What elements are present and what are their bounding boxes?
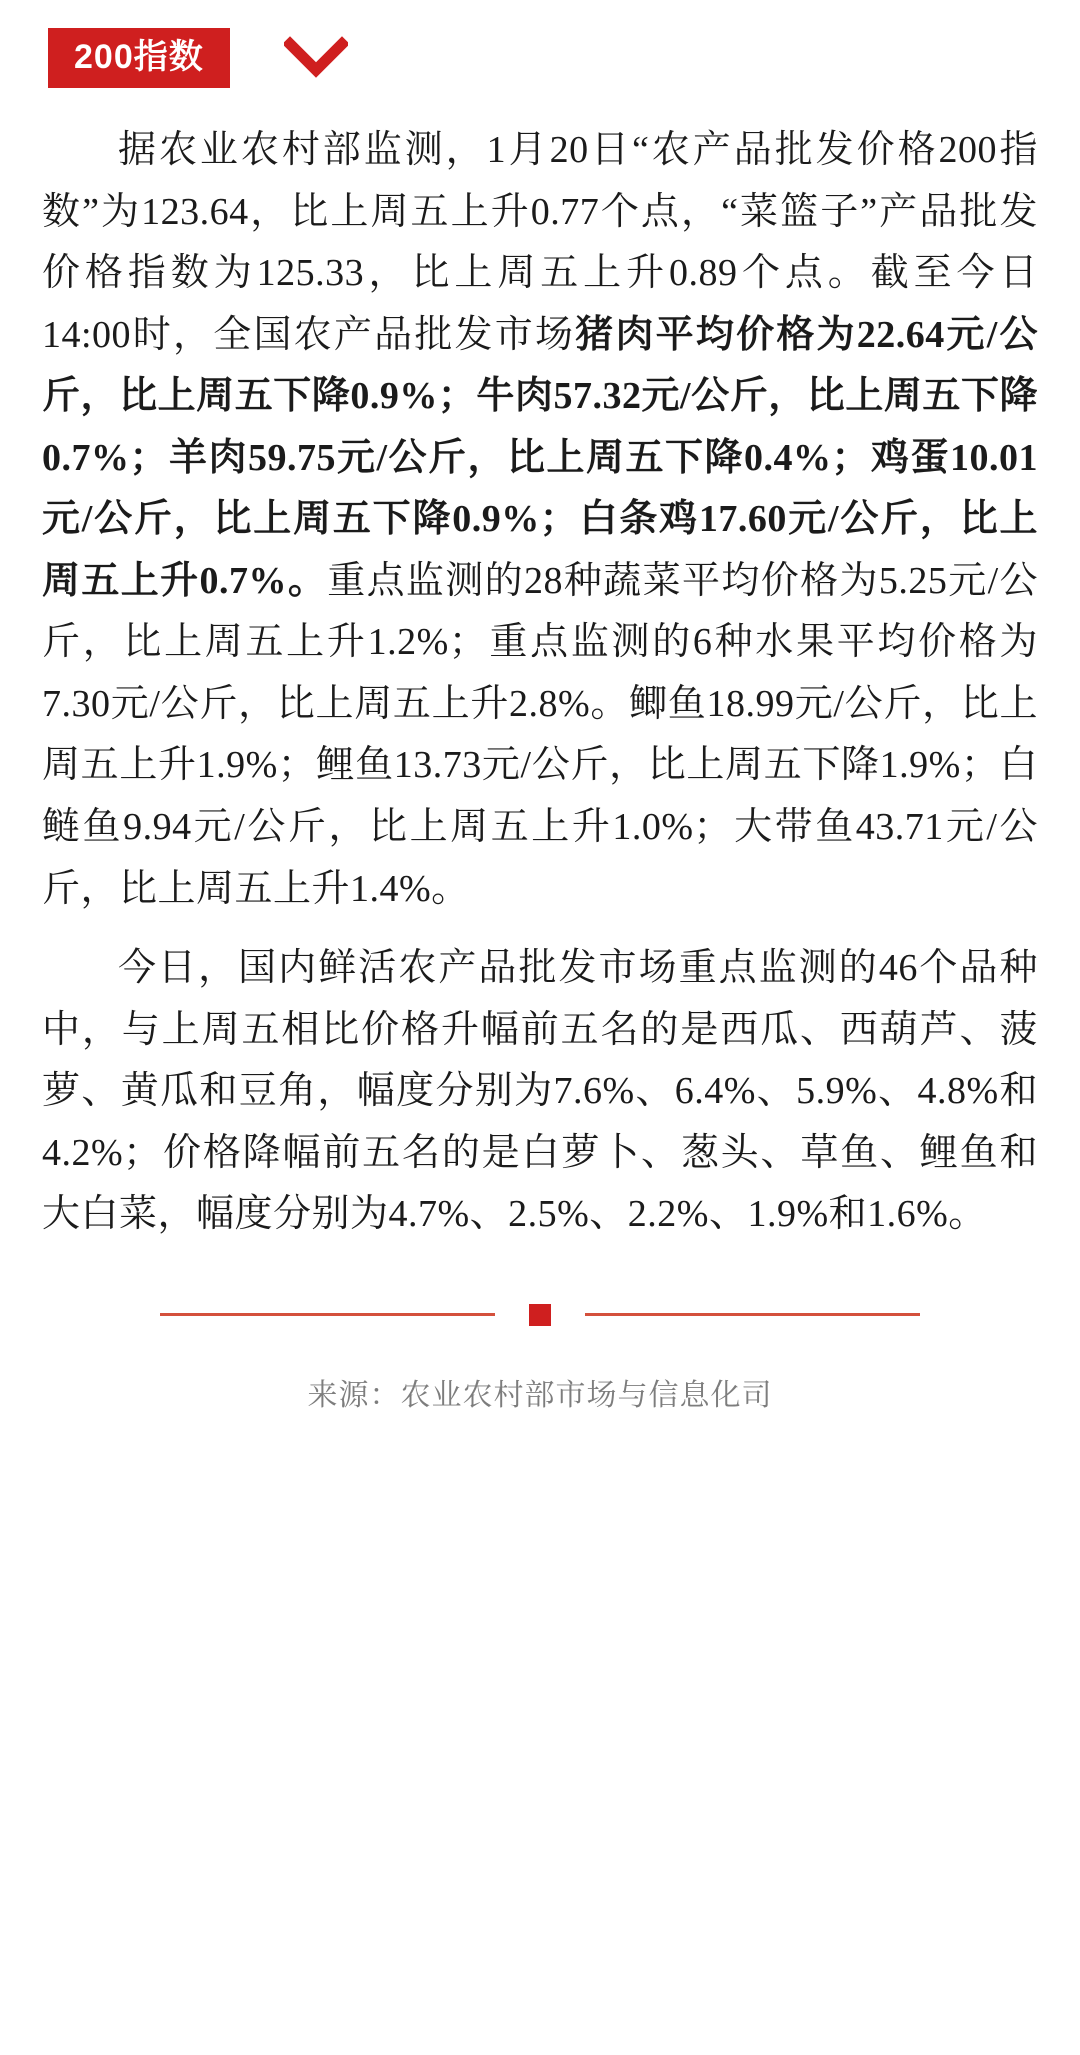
divider-line-left	[160, 1313, 495, 1316]
article-body	[0, 98, 1080, 1246]
divider-line-right	[585, 1313, 920, 1316]
section-divider	[160, 1304, 920, 1326]
paragraph-1-segment-bold: 猪肉平均价格为22.64元/公斤，比上周五下降0.9%；牛肉57.32元/公斤，比上周五下降0.7%；羊肉59.75元/公斤，比上周五下降0.4%；鸡蛋10.01元/公斤，比上周五下降0.9%；白条鸡17.60元/公斤，比上周五上升0.7%。	[42, 313, 1038, 602]
paragraph-2: 今日，国内鲜活农产品批发市场重点监测的46个品种中，与上周五相比价格升幅前五名的是西瓜、西葫芦、菠萝、黄瓜和豆角，幅度分别为7.6%、6.4%、5.9%、4.8%和4.2%；价格降幅前五名的是白萝卜、葱头、草鱼、鲤鱼和大白菜，幅度分别为4.7%、2.5%、2.2%、1.9%和1.6%。	[42, 947, 1038, 1236]
index-badge: 200指数	[48, 28, 230, 88]
paragraph-1-segment-normal-b: 重点监测的28种蔬菜平均价格为5.25元/公斤，比上周五上升1.2%；重点监测的6种水果平均价格为7.30元/公斤，比上周五上升2.8%。鲫鱼18.99元/公斤，比上周五上升1.9%；鲤鱼13.73元/公斤，比上周五下降1.9%；白鲢鱼9.94元/公斤，比上周五上升1.0%；大带鱼43.71元/公斤，比上周五上升1.4%。	[42, 559, 1038, 910]
chevron-down-icon[interactable]	[284, 36, 348, 80]
paragraph-1	[42, 120, 1038, 920]
source-credit: 来源：农业农村部市场与信息化司	[307, 1378, 773, 1412]
paragraph-1-segment-normal-a: 据农业农村部监测，1月20日“农产品批发价格200指数”为123.64，比上周五上升0.77个点，“菜篮子”产品批发价格指数为125.33，比上周五上升0.89个点。截至今日14:00时，全国农产品批发市场	[42, 129, 1038, 356]
divider-square-marker	[529, 1304, 551, 1326]
page-header	[0, 0, 1080, 98]
